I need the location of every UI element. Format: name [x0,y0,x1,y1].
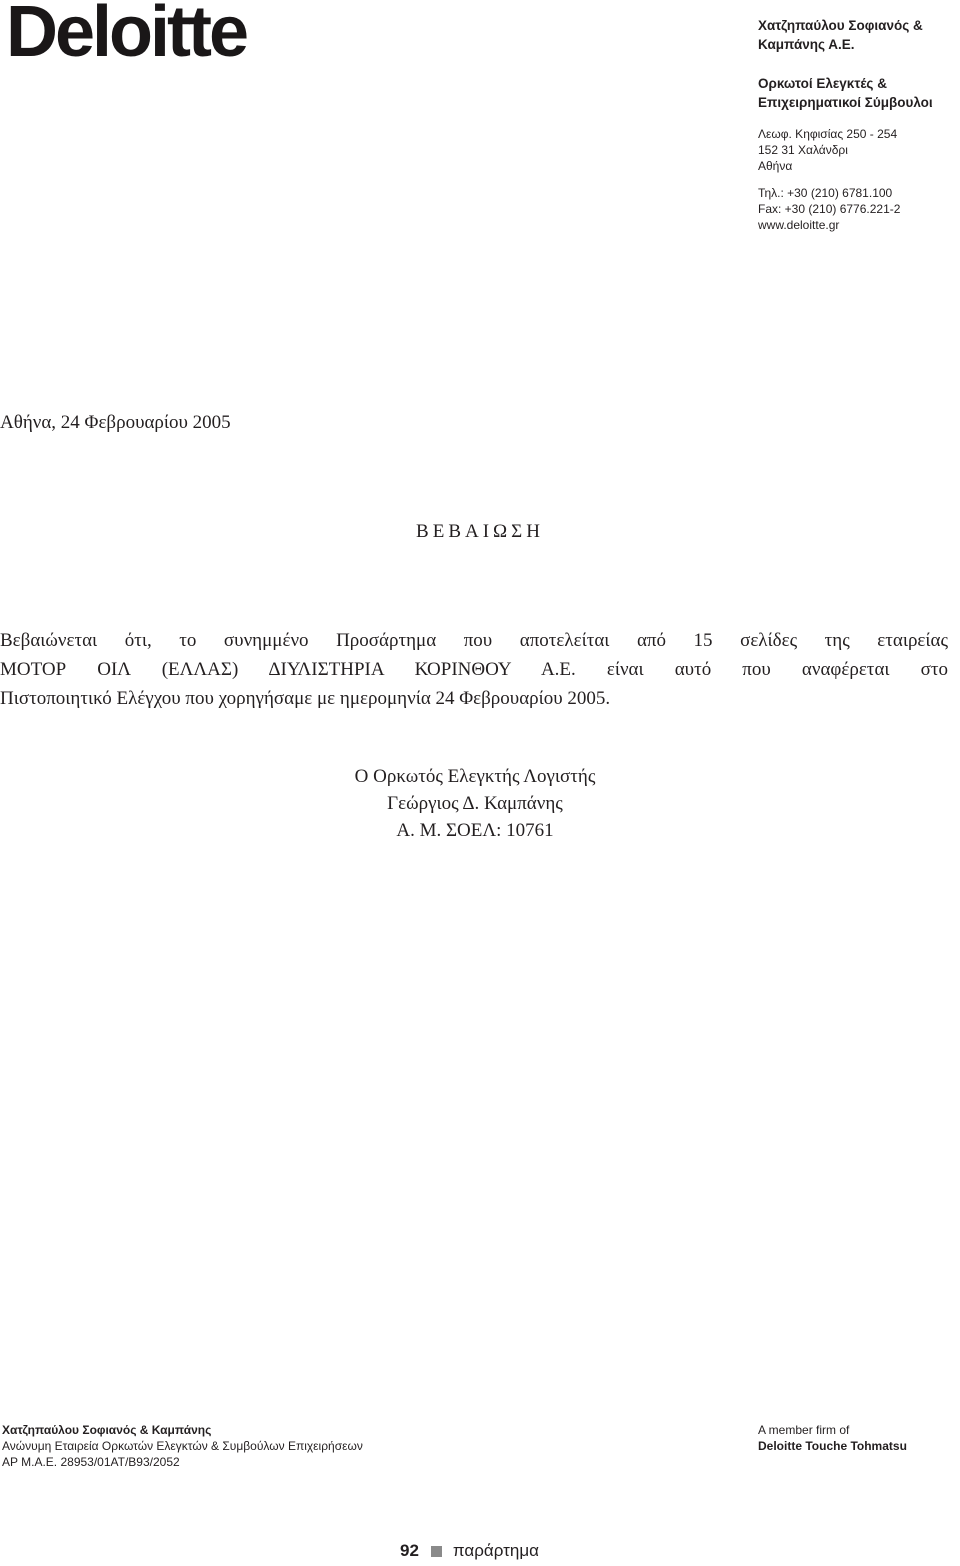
section-label: παράρτημα [452,1541,539,1560]
firm-name-line1: Χατζηπαύλου Σοφιανός & [758,18,923,33]
signature-block [0,763,950,844]
address-line3: Αθήνα [758,159,793,173]
firm-role-line2: Επιχειρηματικοί Σύμβουλοι [758,95,933,110]
footer-company-info [2,1422,363,1470]
firm-contact-block [758,16,958,233]
letter-date: Αθήνα, 24 Φεβρουαρίου 2005 [0,412,231,433]
footer-company-name: Χατζηπαύλου Σοφιανός & Καμπάνης [2,1423,212,1437]
member-firm-name: Deloitte Touche Tohmatsu [758,1439,907,1453]
page-footer [400,1539,539,1563]
certification-body [0,626,948,713]
footer-member-firm [758,1422,907,1454]
phone-number: Τηλ.: +30 (210) 6781.100 [758,186,893,200]
page-number: 92 [400,1541,419,1560]
footer-registration-number: ΑΡ Μ.Α.Ε. 28953/01ΑΤ/Β93/2052 [2,1455,180,1469]
document-title: ΒΕΒΑΙΩΣΗ [416,521,544,542]
signatory-registration: Α. Μ. ΣΟΕΛ: 10761 [396,820,554,841]
signatory-name: Γεώργιος Δ. Καμπάνης [387,793,563,814]
fax-number: Fax: +30 (210) 6776.221-2 [758,202,901,216]
address-line1: Λεωφ. Κηφισίας 250 - 254 [758,127,898,141]
firm-name-line2: Καμπάνης Α.Ε. [758,37,855,52]
deloitte-logo: Deloitte [6,0,247,72]
footer-company-type: Ανώνυμη Εταιρεία Ορκωτών Ελεγκτών & Συμβούλων Επιχειρήσεων [2,1439,363,1453]
body-line-2: ΜΟΤΟΡ ΟΙΛ (ΕΛΛΑΣ) ΔΙΥΛΙΣΤΗΡΙΑ ΚΟΡΙΝΘΟΥ Α.Ε. είναι αυτό που αναφέρεται στο [0,659,948,680]
website: www.deloitte.gr [758,218,840,232]
address-line2: 152 31 Χαλάνδρι [758,143,848,157]
member-firm-label: A member firm of [758,1423,850,1437]
firm-role-line1: Ορκωτοί Ελεγκτές & [758,76,887,91]
signatory-title: Ο Ορκωτός Ελεγκτής Λογιστής [354,766,596,787]
body-line-3: Πιστοποιητικό Ελέγχου που χορηγήσαμε με ημερομηνία 24 Φεβρουαρίου 2005. [0,688,611,709]
body-line-1: Βεβαιώνεται ότι, το συνημμένο Προσάρτημα που αποτελείται από 15 σελίδες της εταιρείας [0,630,948,651]
square-bullet-icon [431,1546,442,1557]
